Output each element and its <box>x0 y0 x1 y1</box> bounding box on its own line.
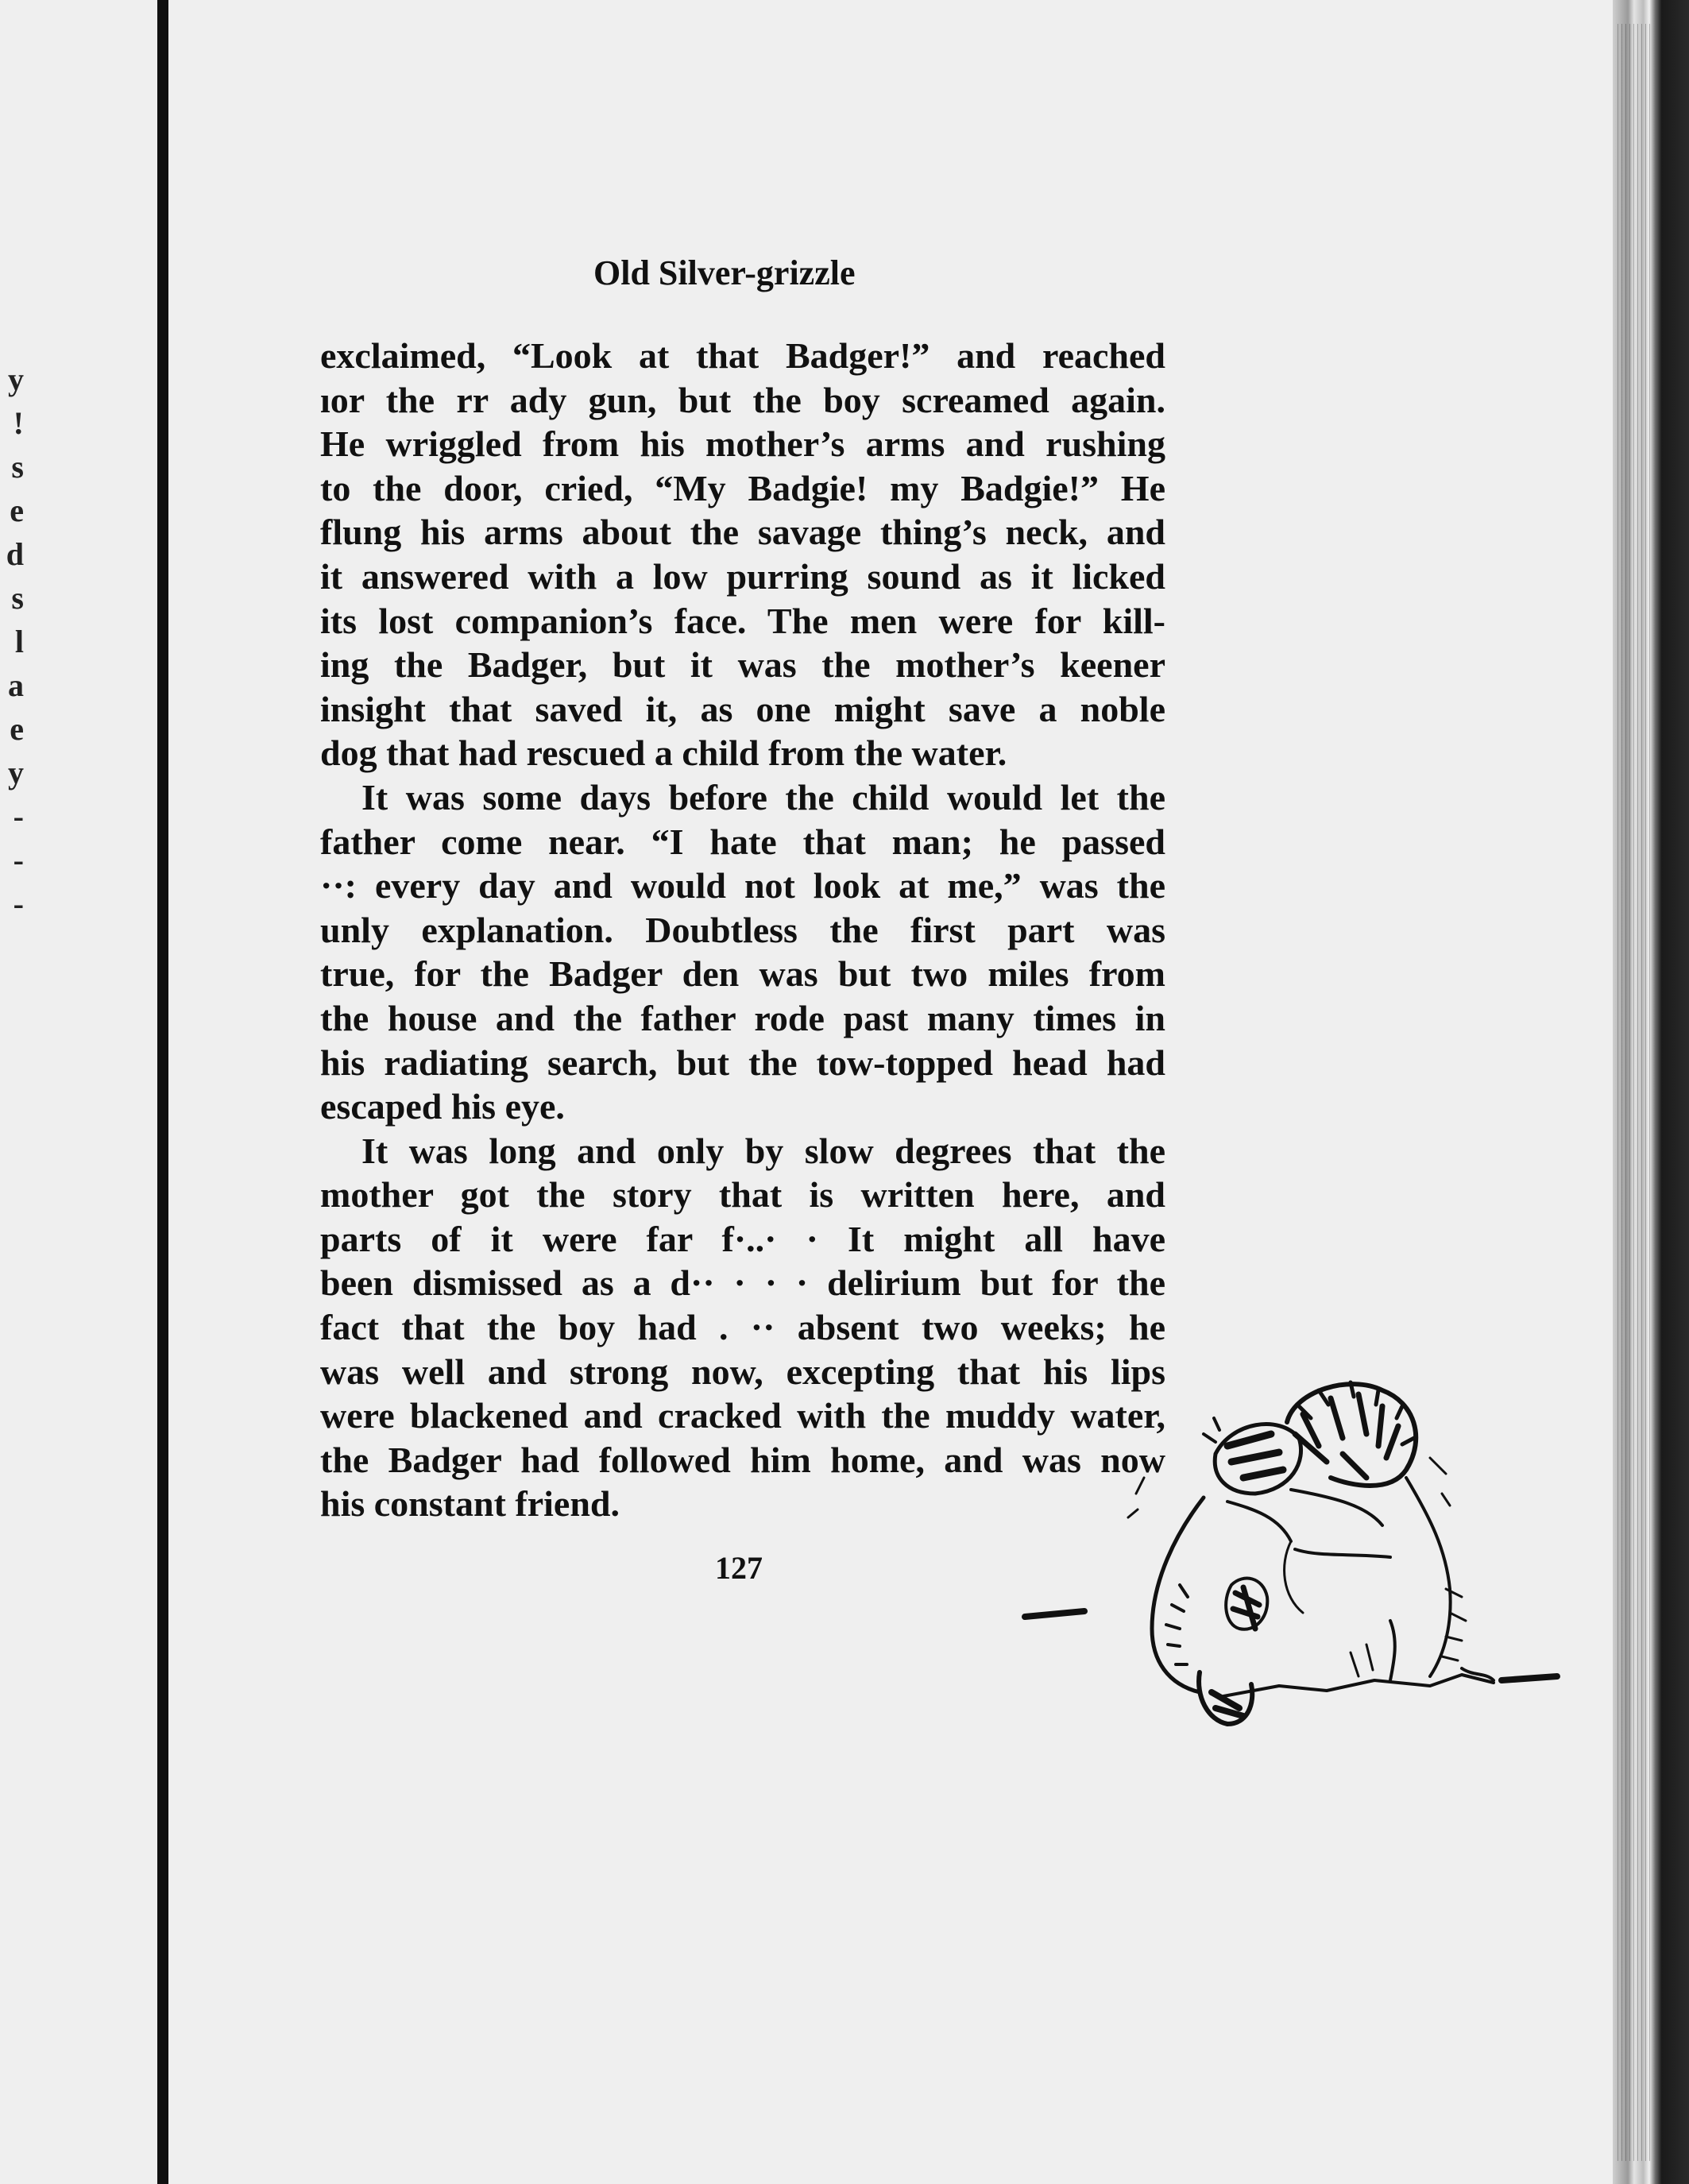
text-line: It was some days before the child would let the <box>361 776 1165 818</box>
text-line: dog that had rescued a child from the water. <box>320 733 1007 774</box>
child-and-badger-illustration <box>1017 1359 1573 1788</box>
left-page-cut-letter: - <box>13 842 24 878</box>
left-facing-page <box>0 0 159 2184</box>
page-body-text <box>320 334 1165 1526</box>
left-page-cut-letter: d <box>6 536 24 572</box>
left-page-cut-letter: e <box>10 493 24 528</box>
left-page-cut-letter: y <box>8 755 24 790</box>
left-page-cut-text <box>0 358 24 926</box>
text-line: to the door, cried, “My Badgie! my Badgie!” He <box>320 467 1165 508</box>
text-line: true, for the Badger den was but two miles from <box>320 953 1165 995</box>
text-line: the house and the father rode past many times in <box>320 997 1165 1038</box>
left-page-cut-letter: s <box>11 580 24 616</box>
left-page-cut-letter: e <box>10 711 24 747</box>
text-line: mother got the story that is written here, and <box>320 1174 1165 1216</box>
text-line: his radiating search, but the tow-topped head had <box>320 1042 1165 1083</box>
text-line: father come near. “I hate that man; he passed <box>320 821 1165 862</box>
text-line: He wriggled from his mother’s arms and rushing <box>320 423 1165 465</box>
page-number: 127 <box>715 1550 763 1586</box>
running-head: Old Silver-grizzle <box>593 253 856 292</box>
text-line: fact that the boy had . ·· absent two weeks; he <box>320 1307 1165 1348</box>
text-line: flung his arms about the savage thing’s neck, and <box>320 512 1165 553</box>
book-page-edge-lines <box>1617 24 1652 2161</box>
text-line: the Badger had followed him home, and was now <box>320 1439 1165 1480</box>
text-line: unly explanation. Doubtless the first part was <box>320 909 1165 950</box>
left-page-cut-letter: a <box>8 667 24 703</box>
text-line: ··: every day and would not look at me,” was the <box>320 865 1165 906</box>
left-page-cut-letter: - <box>13 798 24 834</box>
text-line: its lost companion’s face. The men were for kill- <box>320 600 1165 641</box>
text-line: parts of it were far f·..· · It might all have <box>320 1218 1165 1259</box>
left-page-cut-letter: l <box>14 624 24 659</box>
left-page-cut-letter: ! <box>13 405 24 441</box>
text-line: exclaimed, “Look at that Badger!” and reached <box>320 335 1165 376</box>
text-line: his constant friend. <box>320 1483 620 1525</box>
text-line: It was long and only by slow degrees that the <box>361 1130 1165 1171</box>
text-line: ıor the rr ady gun, but the boy screamed again. <box>320 379 1165 420</box>
left-page-cut-letter: - <box>13 886 24 922</box>
text-line: ing the Badger, but it was the mother’s keener <box>320 644 1165 686</box>
left-page-cut-letter: s <box>11 449 24 485</box>
text-line: insight that saved it, as one might save a noble <box>320 688 1165 729</box>
text-line: was well and strong now, excepting that his lips <box>320 1351 1165 1392</box>
left-page-cut-letter: y <box>8 361 24 397</box>
text-line: were blackened and cracked with the muddy water, <box>320 1395 1165 1436</box>
paragraph-1 <box>320 334 1165 775</box>
book-gutter <box>157 0 168 2184</box>
text-line: escaped his eye. <box>320 1086 565 1127</box>
paragraph-2 <box>320 775 1165 1129</box>
text-line: it answered with a low purring sound as it licked <box>320 555 1165 597</box>
text-line: been dismissed as a d·· · · · delirium but for the <box>320 1262 1165 1304</box>
